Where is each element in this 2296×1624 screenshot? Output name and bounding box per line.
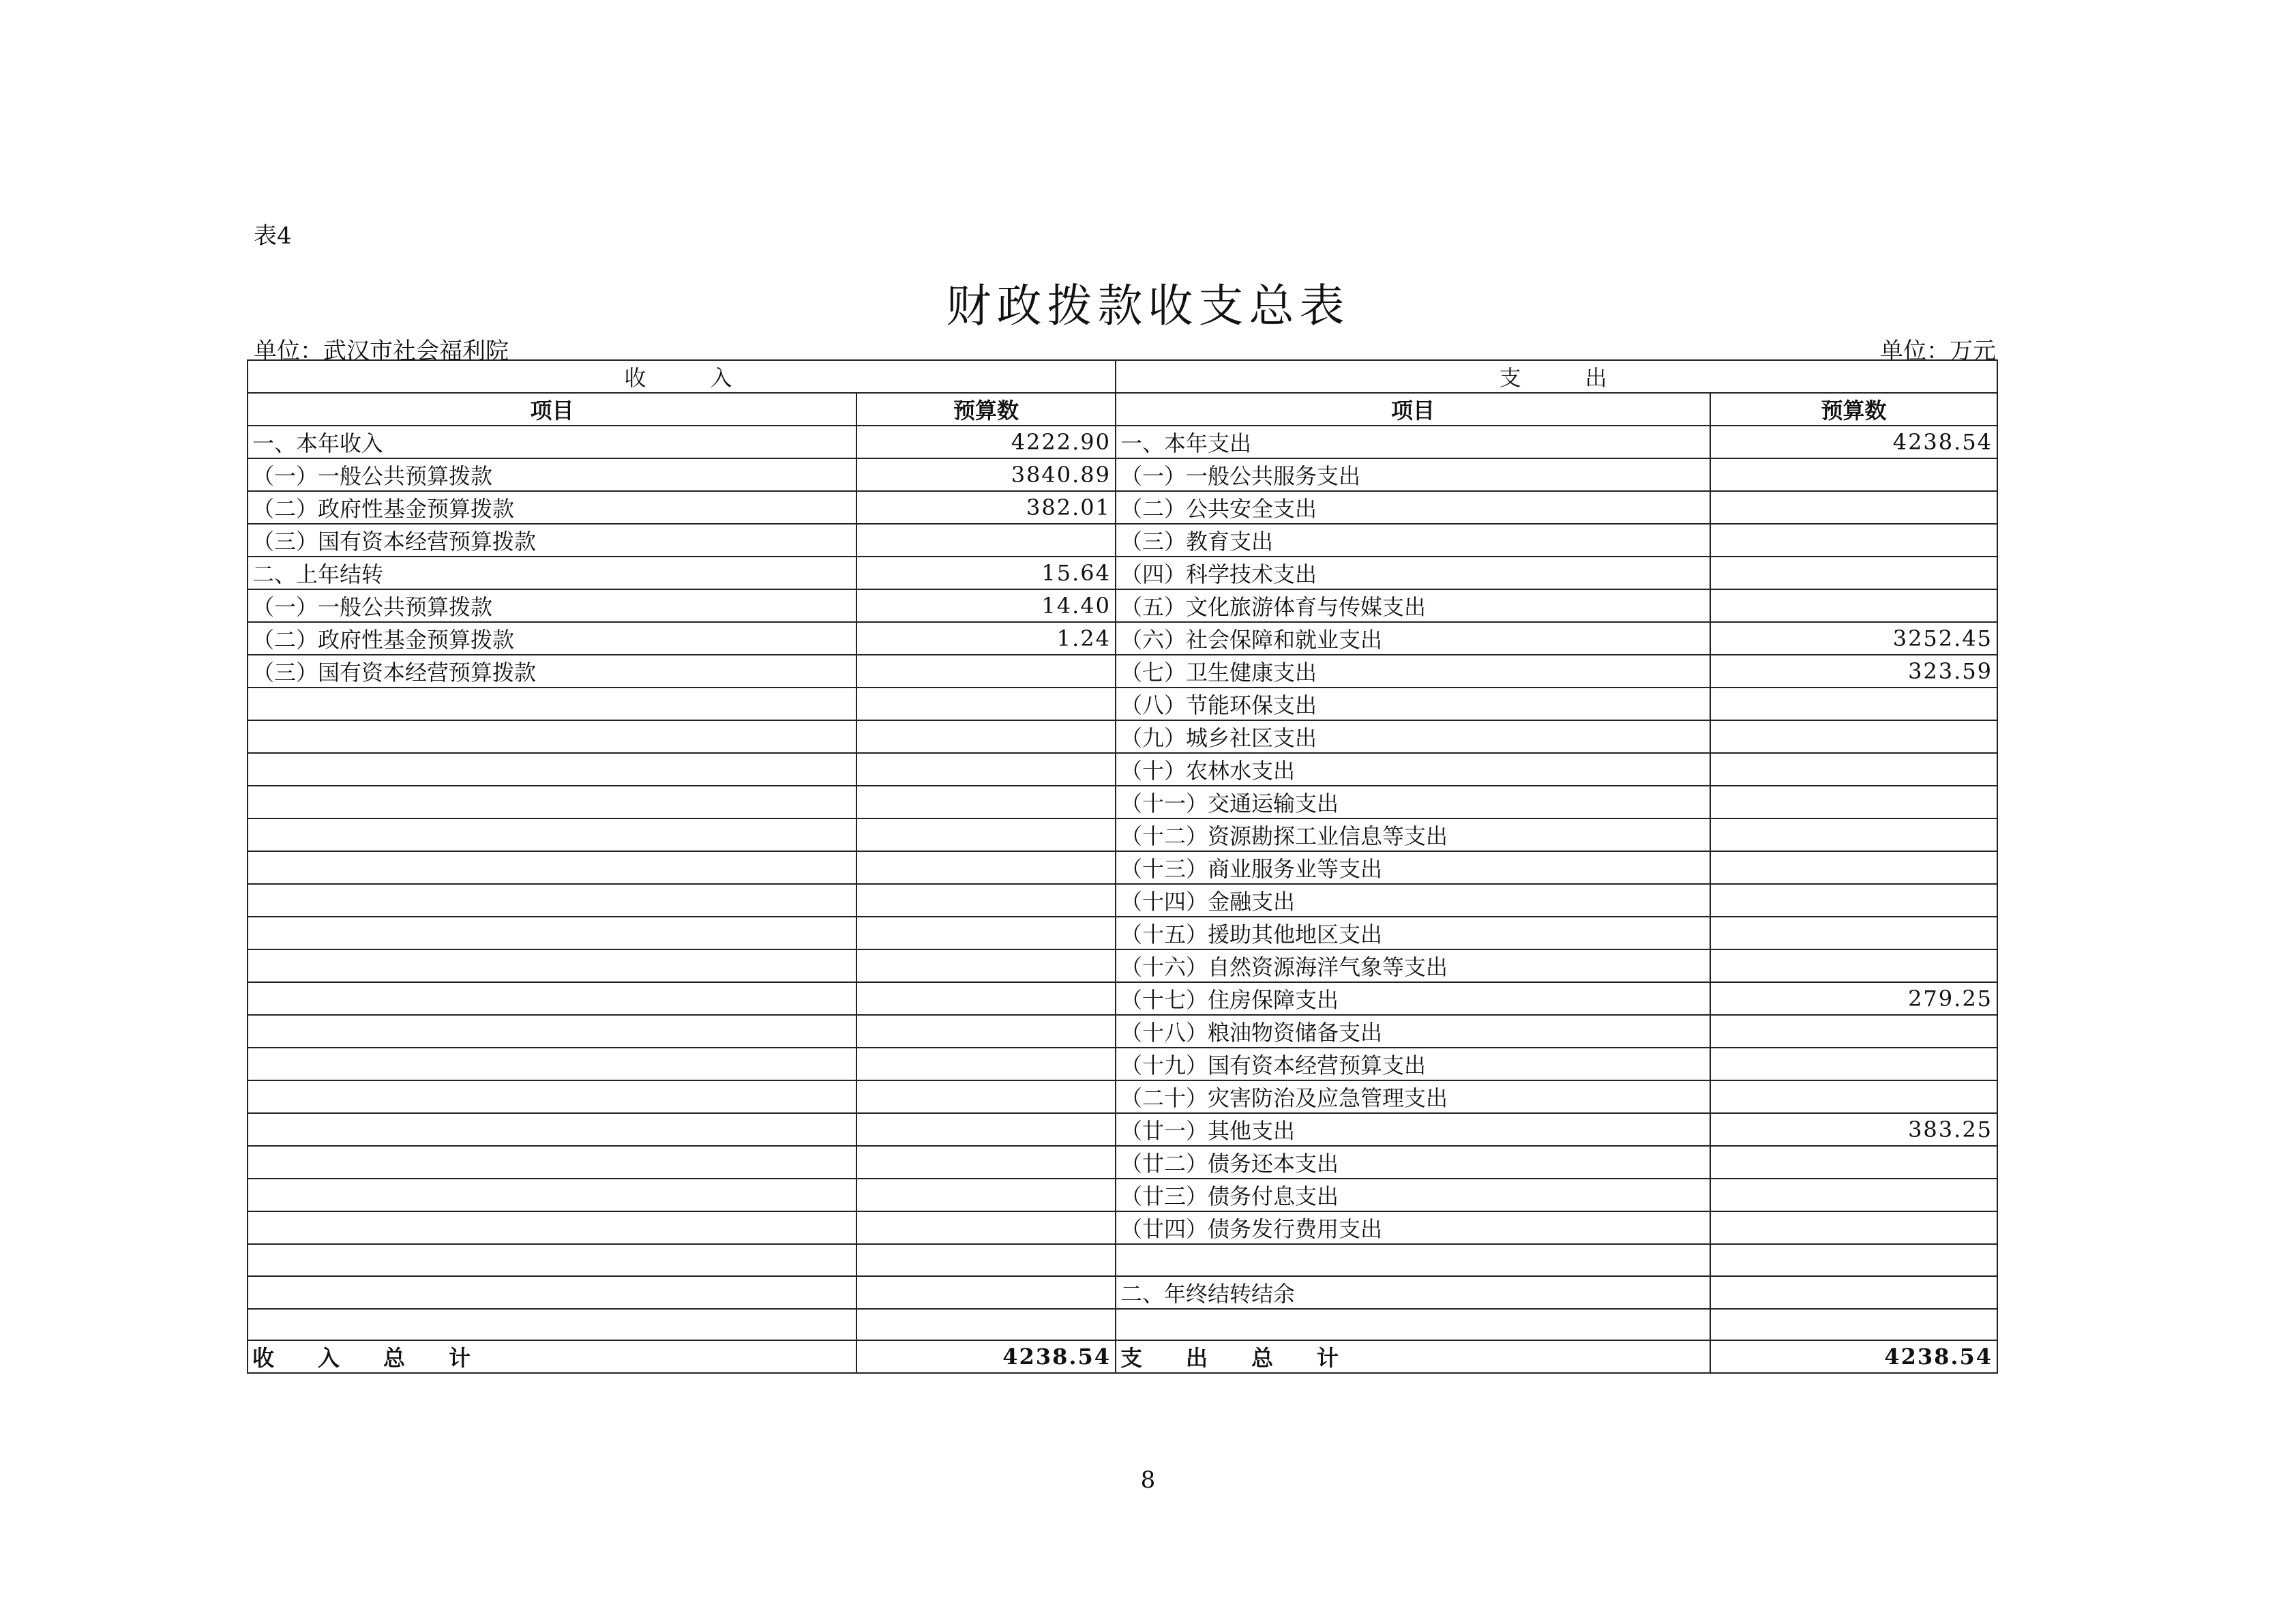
income-item-cell xyxy=(248,851,856,884)
income-item-cell: （一）一般公共预算拨款 xyxy=(248,589,856,622)
income-budget-cell xyxy=(856,982,1116,1015)
expense-budget-cell xyxy=(1710,1211,1997,1244)
expense-item-cell: （廿一）其他支出 xyxy=(1116,1113,1710,1146)
expense-budget-cell xyxy=(1710,557,1997,589)
table-total-row xyxy=(248,1340,1997,1373)
income-item-cell xyxy=(248,818,856,851)
table-row xyxy=(248,1211,1997,1244)
expense-item-cell: （十三）商业服务业等支出 xyxy=(1116,851,1710,884)
table-row xyxy=(248,753,1997,786)
expense-item-cell: （廿四）债务发行费用支出 xyxy=(1116,1211,1710,1244)
income-budget-cell: 3840.89 xyxy=(856,458,1116,491)
income-item-cell: 二、上年结转 xyxy=(248,557,856,589)
expense-item-column-header: 项目 xyxy=(1116,393,1710,426)
expense-budget-cell xyxy=(1710,1080,1997,1113)
expense-item-cell: （三）教育支出 xyxy=(1116,524,1710,557)
expense-budget-cell xyxy=(1710,884,1997,917)
income-item-cell xyxy=(248,1244,856,1276)
income-budget-cell: 15.64 xyxy=(856,557,1116,589)
expense-budget-cell xyxy=(1710,1244,1997,1276)
income-item-cell xyxy=(248,1048,856,1080)
table-row xyxy=(248,655,1997,688)
table-group-header xyxy=(248,360,1997,393)
expense-budget-cell xyxy=(1710,1048,1997,1080)
expense-item-cell: 二、年终结转结余 xyxy=(1116,1276,1710,1309)
expense-budget-cell xyxy=(1710,1146,1997,1179)
expense-item-cell: （七）卫生健康支出 xyxy=(1116,655,1710,688)
income-budget-cell xyxy=(856,818,1116,851)
table-row xyxy=(248,458,1997,491)
income-item-cell xyxy=(248,1276,856,1309)
expense-item-cell: （八）节能环保支出 xyxy=(1116,688,1710,720)
income-budget-cell xyxy=(856,1146,1116,1179)
income-budget-cell xyxy=(856,753,1116,786)
table-row xyxy=(248,884,1997,917)
income-budget-cell xyxy=(856,1113,1116,1146)
page-title: 财政拨款收支总表 xyxy=(946,280,1350,332)
income-budget-cell xyxy=(856,1211,1116,1244)
table-row xyxy=(248,1146,1997,1179)
income-item-cell: （二）政府性基金预算拨款 xyxy=(248,622,856,655)
income-item-cell xyxy=(248,1146,856,1179)
expense-header: 支 出 xyxy=(1116,360,1997,393)
expense-item-cell: （六）社会保障和就业支出 xyxy=(1116,622,1710,655)
table-row xyxy=(248,1276,1997,1309)
income-total-value: 4238.54 xyxy=(856,1340,1116,1373)
table-row xyxy=(248,1309,1997,1341)
expense-budget-cell xyxy=(1710,589,1997,622)
table-row xyxy=(248,557,1997,589)
expense-budget-cell xyxy=(1710,1015,1997,1048)
table-number: 表4 xyxy=(254,222,292,250)
table-row xyxy=(248,688,1997,720)
page-number: 8 xyxy=(1140,1466,1156,1494)
income-budget-cell xyxy=(856,917,1116,949)
expense-item-cell: （十六）自然资源海洋气象等支出 xyxy=(1116,949,1710,982)
expense-item-cell: （十七）住房保障支出 xyxy=(1116,982,1710,1015)
table-column-header xyxy=(248,393,1997,426)
table-row xyxy=(248,1244,1997,1276)
expense-total-label: 支 出 总 计 xyxy=(1116,1340,1710,1373)
expense-item-cell: （廿二）债务还本支出 xyxy=(1116,1146,1710,1179)
table-row xyxy=(248,1113,1997,1146)
expense-item-cell: （二十）灾害防治及应急管理支出 xyxy=(1116,1080,1710,1113)
income-item-cell: （三）国有资本经营预算拨款 xyxy=(248,655,856,688)
income-item-cell: （三）国有资本经营预算拨款 xyxy=(248,524,856,557)
unit-currency: 单位：万元 xyxy=(1880,338,1996,365)
table-row xyxy=(248,917,1997,949)
table-row xyxy=(248,1080,1997,1113)
income-item-cell xyxy=(248,786,856,818)
income-item-cell xyxy=(248,720,856,753)
income-budget-cell xyxy=(856,524,1116,557)
expense-item-cell xyxy=(1116,1309,1710,1341)
income-budget-cell: 14.40 xyxy=(856,589,1116,622)
expense-item-cell: （十）农林水支出 xyxy=(1116,753,1710,786)
income-budget-cell xyxy=(856,884,1116,917)
expense-item-cell: （二）公共安全支出 xyxy=(1116,491,1710,524)
income-item-cell xyxy=(248,1179,856,1211)
table-row xyxy=(248,720,1997,753)
income-item-cell: （一）一般公共预算拨款 xyxy=(248,458,856,491)
table-row xyxy=(248,851,1997,884)
expense-budget-cell xyxy=(1710,917,1997,949)
expense-item-cell xyxy=(1116,1244,1710,1276)
expense-item-cell: 一、本年支出 xyxy=(1116,426,1710,458)
income-item-cell xyxy=(248,1113,856,1146)
expense-budget-cell xyxy=(1710,786,1997,818)
income-budget-cell xyxy=(856,949,1116,982)
table-row xyxy=(248,491,1997,524)
expense-budget-cell xyxy=(1710,851,1997,884)
income-budget-cell: 382.01 xyxy=(856,491,1116,524)
income-budget-cell: 1.24 xyxy=(856,622,1116,655)
table-row xyxy=(248,786,1997,818)
income-budget-cell xyxy=(856,720,1116,753)
table-row xyxy=(248,1179,1997,1211)
table-row xyxy=(248,982,1997,1015)
income-budget-cell: 4222.90 xyxy=(856,426,1116,458)
income-header: 收 入 xyxy=(248,360,1116,393)
income-item-cell xyxy=(248,982,856,1015)
income-item-cell xyxy=(248,753,856,786)
expense-budget-column-header: 预算数 xyxy=(1710,393,1997,426)
income-budget-column-header: 预算数 xyxy=(856,393,1116,426)
expense-total-value: 4238.54 xyxy=(1710,1340,1997,1373)
expense-item-cell: （十一）交通运输支出 xyxy=(1116,786,1710,818)
expense-budget-cell xyxy=(1710,688,1997,720)
income-budget-cell xyxy=(856,1080,1116,1113)
income-item-cell: 一、本年收入 xyxy=(248,426,856,458)
income-budget-cell xyxy=(856,786,1116,818)
expense-budget-cell xyxy=(1710,818,1997,851)
income-item-cell xyxy=(248,688,856,720)
expense-item-cell: （四）科学技术支出 xyxy=(1116,557,1710,589)
expense-item-cell: （十九）国有资本经营预算支出 xyxy=(1116,1048,1710,1080)
income-item-cell xyxy=(248,949,856,982)
table-row xyxy=(248,426,1997,458)
table-row xyxy=(248,622,1997,655)
expense-item-cell: （十二）资源勘探工业信息等支出 xyxy=(1116,818,1710,851)
expense-budget-cell xyxy=(1710,1309,1997,1341)
expense-budget-cell: 4238.54 xyxy=(1710,426,1997,458)
income-item-cell xyxy=(248,1015,856,1048)
income-budget-cell xyxy=(856,1048,1116,1080)
table-row xyxy=(248,524,1997,557)
expense-item-cell: （十四）金融支出 xyxy=(1116,884,1710,917)
income-budget-cell xyxy=(856,1309,1116,1341)
expense-budget-cell xyxy=(1710,458,1997,491)
income-item-cell: （二）政府性基金预算拨款 xyxy=(248,491,856,524)
expense-budget-cell xyxy=(1710,524,1997,557)
expense-item-cell: （五）文化旅游体育与传媒支出 xyxy=(1116,589,1710,622)
income-item-cell xyxy=(248,884,856,917)
expense-budget-cell: 323.59 xyxy=(1710,655,1997,688)
income-budget-cell xyxy=(856,1179,1116,1211)
expense-item-cell: （九）城乡社区支出 xyxy=(1116,720,1710,753)
expense-budget-cell xyxy=(1710,949,1997,982)
income-item-cell xyxy=(248,1211,856,1244)
income-budget-cell xyxy=(856,655,1116,688)
expense-item-cell: （一）一般公共服务支出 xyxy=(1116,458,1710,491)
table-row xyxy=(248,949,1997,982)
expense-budget-cell xyxy=(1710,753,1997,786)
expense-budget-cell xyxy=(1710,1179,1997,1211)
income-budget-cell xyxy=(856,1244,1116,1276)
expense-budget-cell: 383.25 xyxy=(1710,1113,1997,1146)
income-item-column-header: 项目 xyxy=(248,393,856,426)
income-item-cell xyxy=(248,1080,856,1113)
table-row xyxy=(248,818,1997,851)
expense-budget-cell xyxy=(1710,1276,1997,1309)
expense-item-cell: （十五）援助其他地区支出 xyxy=(1116,917,1710,949)
unit-organization: 单位：武汉市社会福利院 xyxy=(254,338,509,365)
table-row xyxy=(248,1048,1997,1080)
table-row xyxy=(248,589,1997,622)
expense-budget-cell xyxy=(1710,491,1997,524)
income-budget-cell xyxy=(856,688,1116,720)
expense-budget-cell: 279.25 xyxy=(1710,982,1997,1015)
income-budget-cell xyxy=(856,1015,1116,1048)
expense-item-cell: （廿三）债务付息支出 xyxy=(1116,1179,1710,1211)
income-item-cell xyxy=(248,1309,856,1341)
income-budget-cell xyxy=(856,851,1116,884)
income-total-label: 收 入 总 计 xyxy=(248,1340,856,1373)
expense-budget-cell xyxy=(1710,720,1997,753)
income-budget-cell xyxy=(856,1276,1116,1309)
budget-table xyxy=(247,359,1998,1374)
table-row xyxy=(248,1015,1997,1048)
expense-item-cell: （十八）粮油物资储备支出 xyxy=(1116,1015,1710,1048)
expense-budget-cell: 3252.45 xyxy=(1710,622,1997,655)
income-item-cell xyxy=(248,917,856,949)
